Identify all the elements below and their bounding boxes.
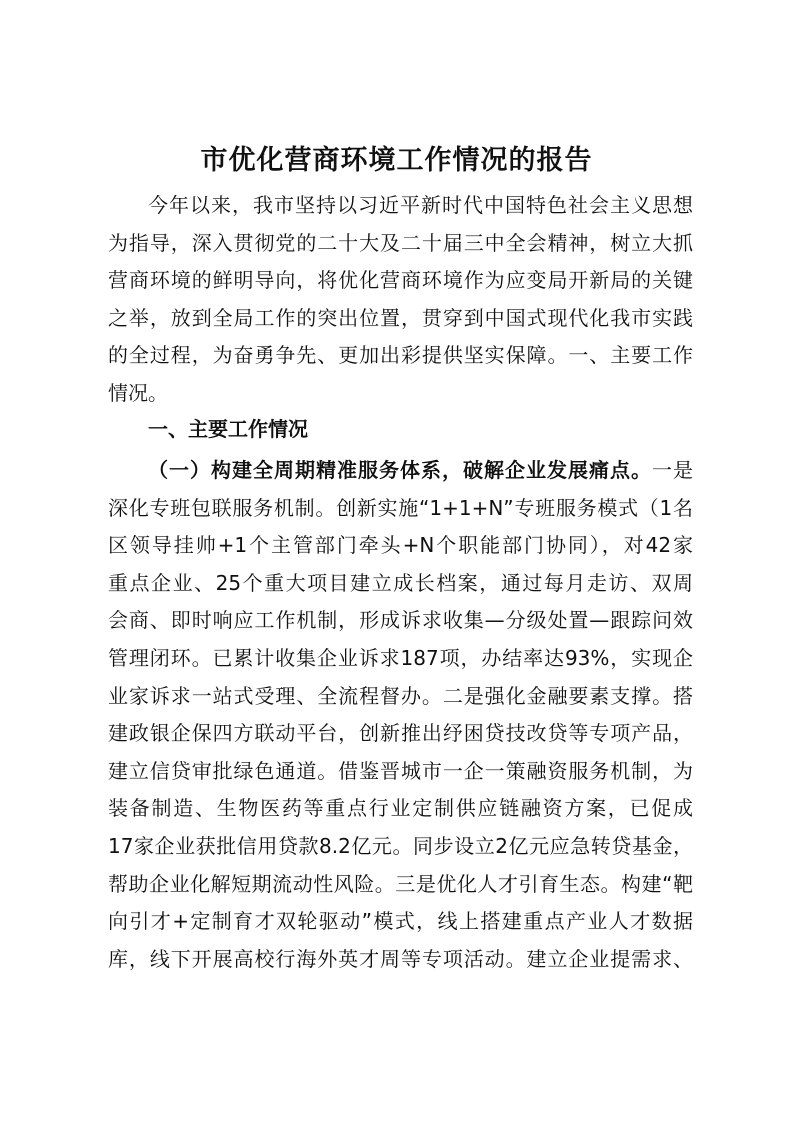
paragraph-line: 之举，放到全局工作的突出位置，贯穿到中国式现代化我市实践 [108,305,693,330]
section-heading: 一、主要工作情况 [148,417,308,441]
document-title: 市优化营商环境工作情况的报告 [200,145,593,176]
paragraph-line: 业家诉求一站式受理、全流程督办。二是强化金融要素支撑。搭 [108,683,693,708]
paragraph-line [108,452,693,490]
paragraph-line: 区领导挂帅+1个主管部门牵头+N个职能部门协同），对42家 [108,533,693,558]
paragraph-line: 为指导，深入贯彻党的二十大及二十届三中全会精神，树立大抓 [108,230,693,255]
paragraph-line: 17家企业获批信用贷款8.2亿元。同步设立2亿元应急转贷基金， [108,833,693,858]
subsection-heading: （一）构建全周期精准服务体系，破解企业发展痛点。 [148,458,652,482]
paragraph-line: 的全过程，为奋勇争先、更加出彩提供坚实保障。一、主要工作 [108,343,693,368]
paragraph-line: 今年以来，我市坚持以习近平新时代中国特色社会主义思想 [148,193,693,217]
paragraph-line: 建政银企保四方联动平台，创新推出纾困贷技改贷等专项产品， [108,721,693,746]
paragraph-line: 营商环境的鲜明导向，将优化营商环境作为应变局开新局的关键 [108,268,693,293]
section-paragraph [108,452,693,978]
paragraph-line: 库，线下开展高校行海外英才周等专项活动。建立企业提需求、 [108,946,693,971]
intro-paragraph [108,187,693,413]
paragraph-line: 向引才+定制育才双轮驱动”模式，线上搭建重点产业人才数据 [108,909,693,934]
paragraph-line: 重点企业、25个重大项目建立成长档案，通过每月走访、双周 [108,570,693,595]
paragraph-line: 装备制造、生物医药等重点行业定制供应链融资方案，已促成 [108,796,693,821]
paragraph-line: 建立信贷审批绿色通道。借鉴晋城市一企一策融资服务机制，为 [108,758,693,783]
paragraph-line: 深化专班包联服务机制。创新实施“1+1+N”专班服务模式（1名 [108,495,693,520]
paragraph-line: 情况。 [108,380,168,405]
paragraph-line: 会商、即时响应工作机制，形成诉求收集—分级处置—跟踪问效 [108,608,693,633]
paragraph-text: 一是 [652,458,693,482]
paragraph-line: 管理闭环。已累计收集企业诉求187项，办结率达93%，实现企 [108,645,693,670]
paragraph-line: 帮助企业化解短期流动性风险。三是优化人才引育生态。构建“靶 [108,871,693,896]
